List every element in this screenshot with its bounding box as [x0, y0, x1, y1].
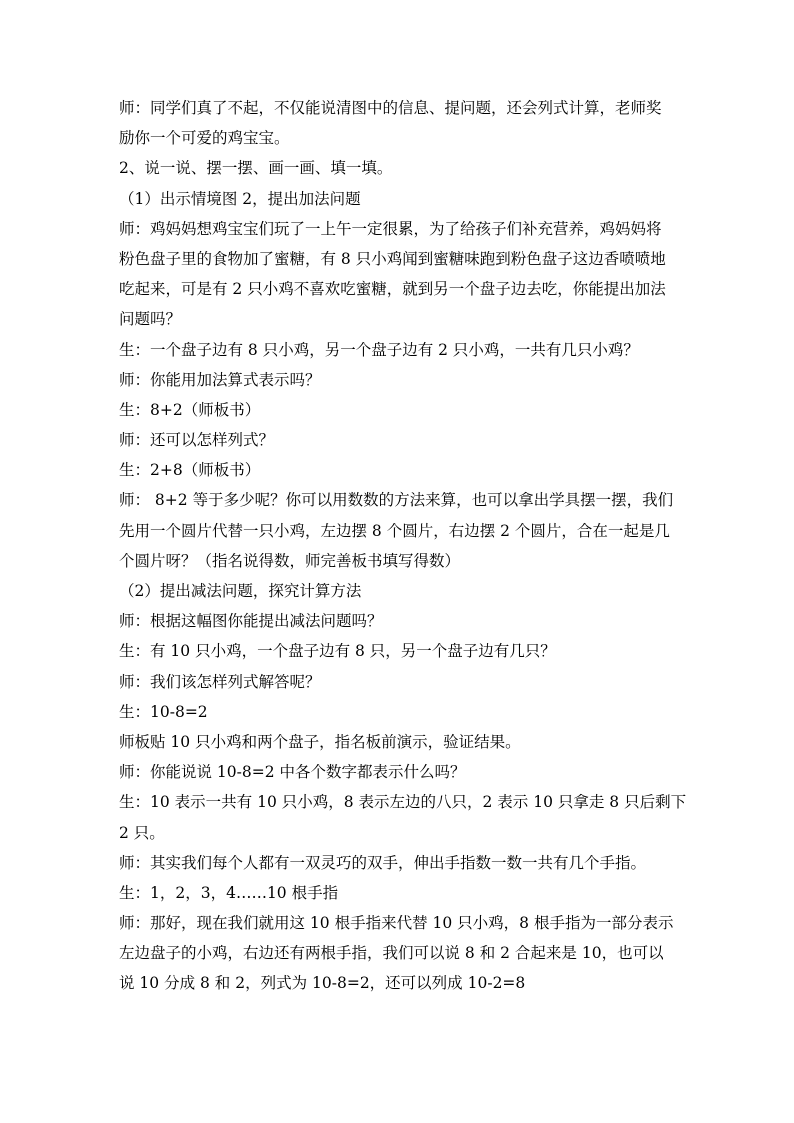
text-line: 生：10 表示一共有 10 只小鸡，8 表示左边的八只，2 表示 10 只拿走 8 只后剩下: [119, 793, 687, 812]
text-line: 生：10-8=2: [119, 702, 208, 721]
text-line: 师：你能用加法算式表示吗？: [119, 370, 321, 389]
text-line: 生：8+2（师板书）: [119, 400, 261, 419]
text-line: 先用一个圆片代替一只小鸡，左边摆 8 个圆片，右边摆 2 个圆片，合在一起是几: [119, 521, 670, 540]
text-line: 吃起来，可是有 2 只小鸡不喜欢吃蜜糖，就到另一个盘子边去吃，你能提出加法: [119, 280, 666, 299]
text-line: 个圆片呀？（指名说得数，师完善板书填写得数）: [119, 551, 461, 570]
text-line: 生：有 10 只小鸡，一个盘子边有 8 只，另一个盘子边有几只？: [119, 642, 556, 661]
text-line: 励你一个可爱的鸡宝宝。: [119, 129, 290, 148]
text-line: 师：你能说说 10-8=2 中各个数字都表示什么吗？: [119, 763, 466, 782]
text-line: 师：其实我们每个人都有一双灵巧的双手，伸出手指数一数一共有几个手指。: [119, 853, 647, 872]
text-line: 生：1，2，3，4……10 根手指: [119, 883, 339, 902]
document-body: [119, 93, 687, 999]
text-line: 生：一个盘子边有 8 只小鸡，另一个盘子边有 2 只小鸡，一共有几只小鸡？: [119, 340, 639, 359]
text-line: （1）出示情境图 2，提出加法问题: [119, 189, 361, 208]
text-line: （2）提出减法问题，探究计算方法: [119, 582, 362, 600]
text-line: 2 只。: [119, 823, 165, 842]
text-line: 师：我们该怎样列式解答呢？: [119, 672, 321, 691]
text-line: 粉色盘子里的食物加了蜜糖，有 8 只小鸡闻到蜜糖味跑到粉色盘子这边香喷喷地: [119, 249, 666, 268]
text-line: 师：鸡妈妈想鸡宝宝们玩了一上午一定很累，为了给孩子们补充营养，鸡妈妈将: [119, 219, 662, 238]
text-line: 生：2+8（师板书）: [119, 461, 261, 480]
text-line: 左边盘子的小鸡，右边还有两根手指，我们可以说 8 和 2 合起来是 10，也可以: [119, 944, 664, 963]
text-line: 说 10 分成 8 和 2，列式为 10-8=2，还可以列成 10-2=8: [119, 974, 526, 993]
text-line: 师： 8+2 等于多少呢？你可以用数数的方法来算，也可以拿出学具摆一摆，我们: [119, 491, 674, 510]
text-line: 2、说一说、摆一摆、画一画、填一填。: [119, 159, 393, 178]
text-line: 问题吗？: [119, 310, 182, 329]
text-line: 师：那好，现在我们就用这 10 根手指来代替 10 只小鸡，8 根手指为一部分表示: [119, 914, 674, 933]
text-line: 师：还可以怎样列式？: [119, 431, 275, 450]
text-line: 师板贴 10 只小鸡和两个盘子，指名板前演示，验证结果。: [119, 732, 521, 751]
text-line: 师：根据这幅图你能提出减法问题吗？: [119, 612, 383, 631]
text-line: 师：同学们真了不起，不仅能说清图中的信息、提问题，还会列式计算，老师奖: [119, 99, 662, 117]
